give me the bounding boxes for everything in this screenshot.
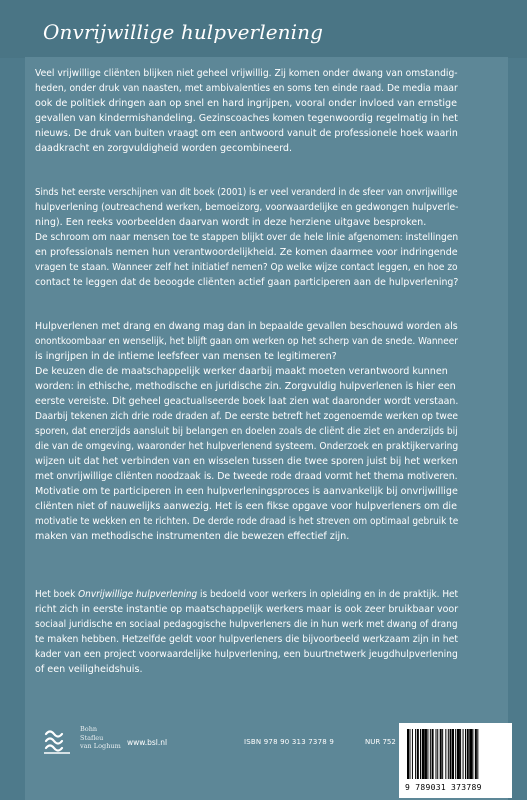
text-line: gevallen van kindermishandeling. Gezinscoaches komen tegenwoordig regelmatig in het — [35, 113, 458, 124]
inline-book-title: Onvrijwillige hulpverlening — [78, 589, 198, 600]
barcode-bar — [425, 729, 427, 779]
cover-footer — [0, 718, 527, 800]
text-line: cliënten niet of nauwelijks aanwezig. Het is een fikse opgave voor hulpverleners om die — [35, 501, 458, 512]
barcode-bar — [475, 729, 477, 779]
barcode-bar — [432, 729, 434, 779]
barcode-bar — [477, 729, 478, 779]
text-line: De schroom om naar mensen toe te stappen blijkt over de hele linie afgenomen: instellingen — [35, 232, 459, 243]
barcode-bar — [469, 729, 472, 779]
barcode-bar — [448, 729, 449, 779]
isbn-number: ISBN 978 90 313 7378 9 — [244, 738, 334, 746]
publisher-name-line: Bohn — [80, 725, 98, 733]
text-line: nieuws. De druk van buiten vraagt om een antwoord vanuit de professionele hoek waarin — [35, 128, 458, 139]
text-line: contact te leggen dat de beoogde cliënten actief gaan participeren aan de hulpverlening? — [35, 277, 459, 288]
barcode-bar — [440, 729, 442, 779]
text-line: hulpverlening (outreachend werken, bemoeizorg, voorwaardelijke en gedwongen hulpverle- — [35, 202, 459, 213]
publisher-name — [80, 725, 121, 751]
text-line: onontkoombaar en wenselijk, het blijft gaan om werken op het scherp van de snede. Wanneer — [35, 336, 458, 347]
publisher-name-line: Stafleu — [80, 733, 104, 742]
text-line: wijzen uit dat het verbinden van en wisselen tussen die twee sporen juist bij het werken — [35, 456, 458, 467]
text-line: of een veiligheidshuis. — [35, 664, 143, 675]
barcode-bar — [420, 729, 421, 779]
barcode-bar — [463, 729, 464, 779]
barcode-bar — [460, 729, 461, 779]
text-line: en professionals nemen hun verantwoordelijkheid. Ze komen daarmee voor indringende — [35, 247, 458, 258]
text-line: kader van een project voorwaardelijke hulpverlening, een buurtnetwerk jeugdhulpverlening — [35, 649, 458, 660]
blurb-paragraph-2 — [35, 185, 458, 290]
text-line: richt zich in eerste instantie op maatschappelijk werkers maar is ook zeer bruikbaar voor — [35, 604, 459, 615]
barcode — [399, 723, 512, 798]
text-line: met onvrijwillige cliënten noodzaak is. De tweede rode draad vormt het thema motiveren. — [35, 471, 458, 482]
text-line: De keuzen die de maatschappelijk werker daarbij maakt moeten verantwoord kunnen — [35, 366, 448, 377]
text-line: maken van methodische instrumenten die bewezen effectief zijn. — [35, 531, 350, 542]
barcode-icon — [399, 723, 512, 783]
blurb-paragraph-4 — [35, 587, 458, 677]
text-line: ook de politiek dringen aan op snel en hard ingrijpen, vooral onder invloed van ernstige — [35, 98, 458, 109]
publisher-name-line: van Loghum — [80, 742, 121, 750]
barcode-bar — [445, 729, 446, 779]
barcode-bar — [422, 729, 425, 779]
publisher-website[interactable]: www.bsl.nl — [127, 738, 168, 747]
text-line: worden: in ethische, methodische en juridische zin. Zorgvuldig hulpverlenen is hier een — [35, 381, 456, 392]
barcode-bar — [450, 729, 452, 779]
blurb-paragraph-3 — [35, 319, 458, 544]
text-line: vragen te staan. Wanneer zelf het initiatief nemen? Op welke wijze contact leggen, en hoe zo — [35, 262, 458, 273]
text-line: Hulpverlenen met drang en dwang mag dan in bepaalde gevallen beschouwd worden als — [35, 321, 458, 332]
blurb-paragraph-1 — [35, 66, 458, 156]
text-line: is ingrijpen in de intieme leefsfeer van mensen te legitimeren? — [35, 351, 337, 362]
barcode-bar — [457, 729, 460, 779]
barcode-bar — [442, 729, 443, 779]
barcode-bar — [430, 729, 431, 779]
barcode-bar — [409, 729, 410, 779]
barcode-bar — [465, 729, 466, 779]
barcode-bar — [437, 729, 438, 779]
barcode-bar — [412, 729, 413, 779]
cover-header — [0, 0, 527, 58]
barcode-bar — [417, 729, 419, 779]
text-line: ning). Een reeks voorbeelden daarvan wordt in deze herziene uitgave besproken. — [35, 217, 427, 228]
barcode-bar — [436, 729, 437, 779]
barcode-digits: 9 789031 373789 — [405, 783, 482, 792]
text-line: Daarbij tekenen zich drie rode draden af. De eerste betreft het zogenoemde werken op twee — [35, 411, 459, 422]
barcode-bar — [455, 729, 456, 779]
text-line: sporen, dat enerzijds aansluit bij belangen en doelen zoals de cliënt die ziet en anderzijds bij — [35, 426, 458, 437]
publisher-logo-icon — [40, 724, 80, 758]
barcode-bar — [415, 729, 416, 779]
text-line: sociaal juridische en sociaal pedagogische hulpverleners die in hun werk met dwang of drang — [35, 619, 458, 630]
nur-code: NUR 752 — [365, 738, 396, 746]
text-line: Sinds het eerste verschijnen van dit boek (2001) is er veel veranderd in de sfeer van onvrijwillige — [35, 187, 458, 198]
book-title: Onvrijwillige hulpverlening — [43, 20, 323, 44]
barcode-bar — [452, 729, 454, 779]
text-line: Het boek Onvrijwillige hulpverlening is bedoeld voor werkers in opleiding en in de praktijk. Het — [35, 589, 459, 600]
text-line: Veel vrijwillige cliënten blijken niet geheel vrijwillig. Zij komen onder dwang van omstandig- — [35, 68, 458, 79]
text-line: heden, onder druk van naasten, met ambivalenties en soms ten einde raad. De media maar — [35, 83, 458, 94]
text-line: eerste vereiste. Dit geheel geactualiseerde boek laat zien wat daaronder wordt verstaan. — [35, 396, 459, 407]
text-line: daadkracht en zorgvuldigheid worden gecombineerd. — [35, 143, 292, 154]
barcode-bar — [467, 729, 469, 779]
text-line: die van de omgeving, waaronder het hulpverlenend systeem. Onderzoek en praktijkervaring — [35, 441, 459, 452]
barcode-bar — [427, 729, 428, 779]
text-line: motivatie te wekken en te richten. De derde rode draad is het streven om optimaal gebruik te — [35, 516, 459, 527]
text-line: Motivatie om te participeren in een hulpverleningsproces is aanvankelijk bij onvrijwillige — [35, 486, 458, 497]
barcode-bar — [472, 729, 473, 779]
barcode-bar — [407, 729, 409, 779]
text-line: te maken hebben. Hetzelfde geldt voor hulpverleners die bijvoorbeeld werkzaam zijn in het — [35, 634, 458, 645]
